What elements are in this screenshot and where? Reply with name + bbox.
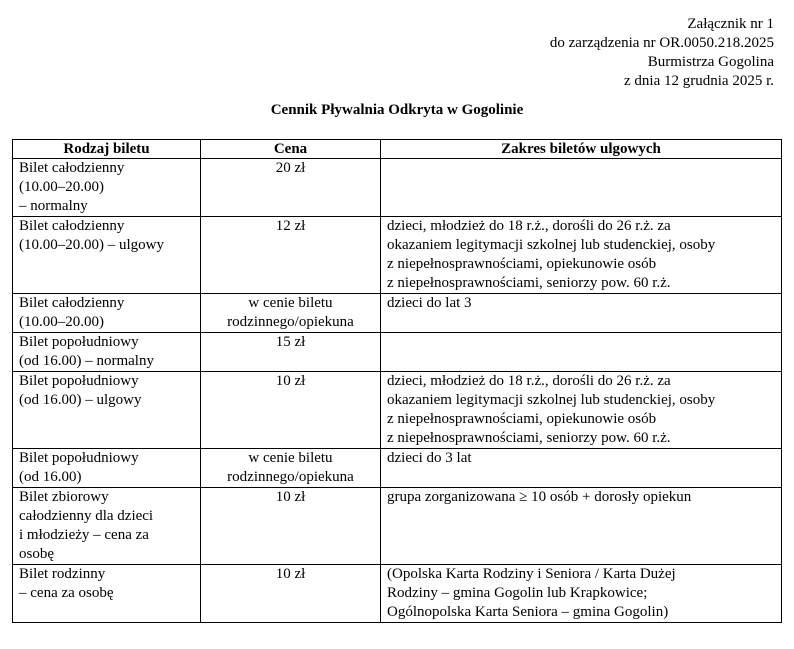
price-cell: 10 zł (201, 488, 381, 565)
discount-scope-cell: (Opolska Karta Rodziny i Seniora / Karta Dużej Rodziny – gmina Gogolin lub Krapkowice; Ogólnopolska Karta Seniora – gmina Gogolin) (381, 565, 782, 623)
column-header-price: Cena (201, 140, 381, 159)
ordinance-reference: do zarządzenia nr OR.0050.218.2025 (549, 35, 774, 51)
table-row (13, 565, 782, 623)
discount-scope-cell (381, 159, 782, 217)
ticket-type-cell: Bilet popołudniowy (od 16.00) – ulgowy (13, 372, 201, 449)
table-row (13, 159, 782, 217)
page-title: Cennik Pływalnia Odkryta w Gogolinie (270, 102, 524, 118)
column-header-ticket-type: Rodzaj biletu (13, 140, 201, 159)
discount-scope-cell: dzieci, młodzież do 18 r.ż., dorośli do 26 r.ż. za okazaniem legitymacji szkolnej lub studenckiej, osoby z niepełnosprawnościami, opiekunowie osób z niepełnosprawnościami, seniorzy pow. 60 r.ż. (381, 217, 782, 294)
issuing-authority: Burmistrza Gogolina (647, 54, 774, 70)
discount-scope-cell: dzieci, młodzież do 18 r.ż., dorośli do 26 r.ż. za okazaniem legitymacji szkolnej lub studenckiej, osoby z niepełnosprawnościami, opiekunowie osób z niepełnosprawnościami, seniorzy pow. 60 r.ż. (381, 372, 782, 449)
price-cell: 15 zł (201, 333, 381, 372)
price-cell: 10 zł (201, 372, 381, 449)
ticket-type-cell: Bilet zbiorowy całodzienny dla dzieci i młodzieży – cena za osobę (13, 488, 201, 565)
discount-scope-cell: dzieci do lat 3 (381, 294, 782, 333)
ticket-type-cell: Bilet całodzienny (10.00–20.00) – normalny (13, 159, 201, 217)
annex-header (550, 15, 774, 91)
annex-number: Załącznik nr 1 (687, 16, 774, 32)
price-table (12, 139, 782, 623)
price-cell: 10 zł (201, 565, 381, 623)
table-row (13, 217, 782, 294)
discount-scope-cell: grupa zorganizowana ≥ 10 osób + dorosły opiekun (381, 488, 782, 565)
price-cell: 20 zł (201, 159, 381, 217)
price-cell: 12 zł (201, 217, 381, 294)
table-row (13, 333, 782, 372)
table-row (13, 449, 782, 488)
discount-scope-cell: dzieci do 3 lat (381, 449, 782, 488)
discount-scope-cell (381, 333, 782, 372)
ticket-type-cell: Bilet popołudniowy (od 16.00) (13, 449, 201, 488)
ticket-type-cell: Bilet całodzienny (10.00–20.00) – ulgowy (13, 217, 201, 294)
price-cell: w cenie biletu rodzinnego/opiekuna (201, 449, 381, 488)
ticket-type-cell: Bilet rodzinny – cena za osobę (13, 565, 201, 623)
issue-date: z dnia 12 grudnia 2025 r. (624, 73, 774, 89)
table-row (13, 488, 782, 565)
table-row (13, 294, 782, 333)
ticket-type-cell: Bilet popołudniowy (od 16.00) – normalny (13, 333, 201, 372)
table-row (13, 372, 782, 449)
price-cell: w cenie biletu rodzinnego/opiekuna (201, 294, 381, 333)
column-header-discount-scope: Zakres biletów ulgowych (381, 140, 782, 159)
ticket-type-cell: Bilet całodzienny (10.00–20.00) (13, 294, 201, 333)
table-header-row (13, 140, 782, 159)
